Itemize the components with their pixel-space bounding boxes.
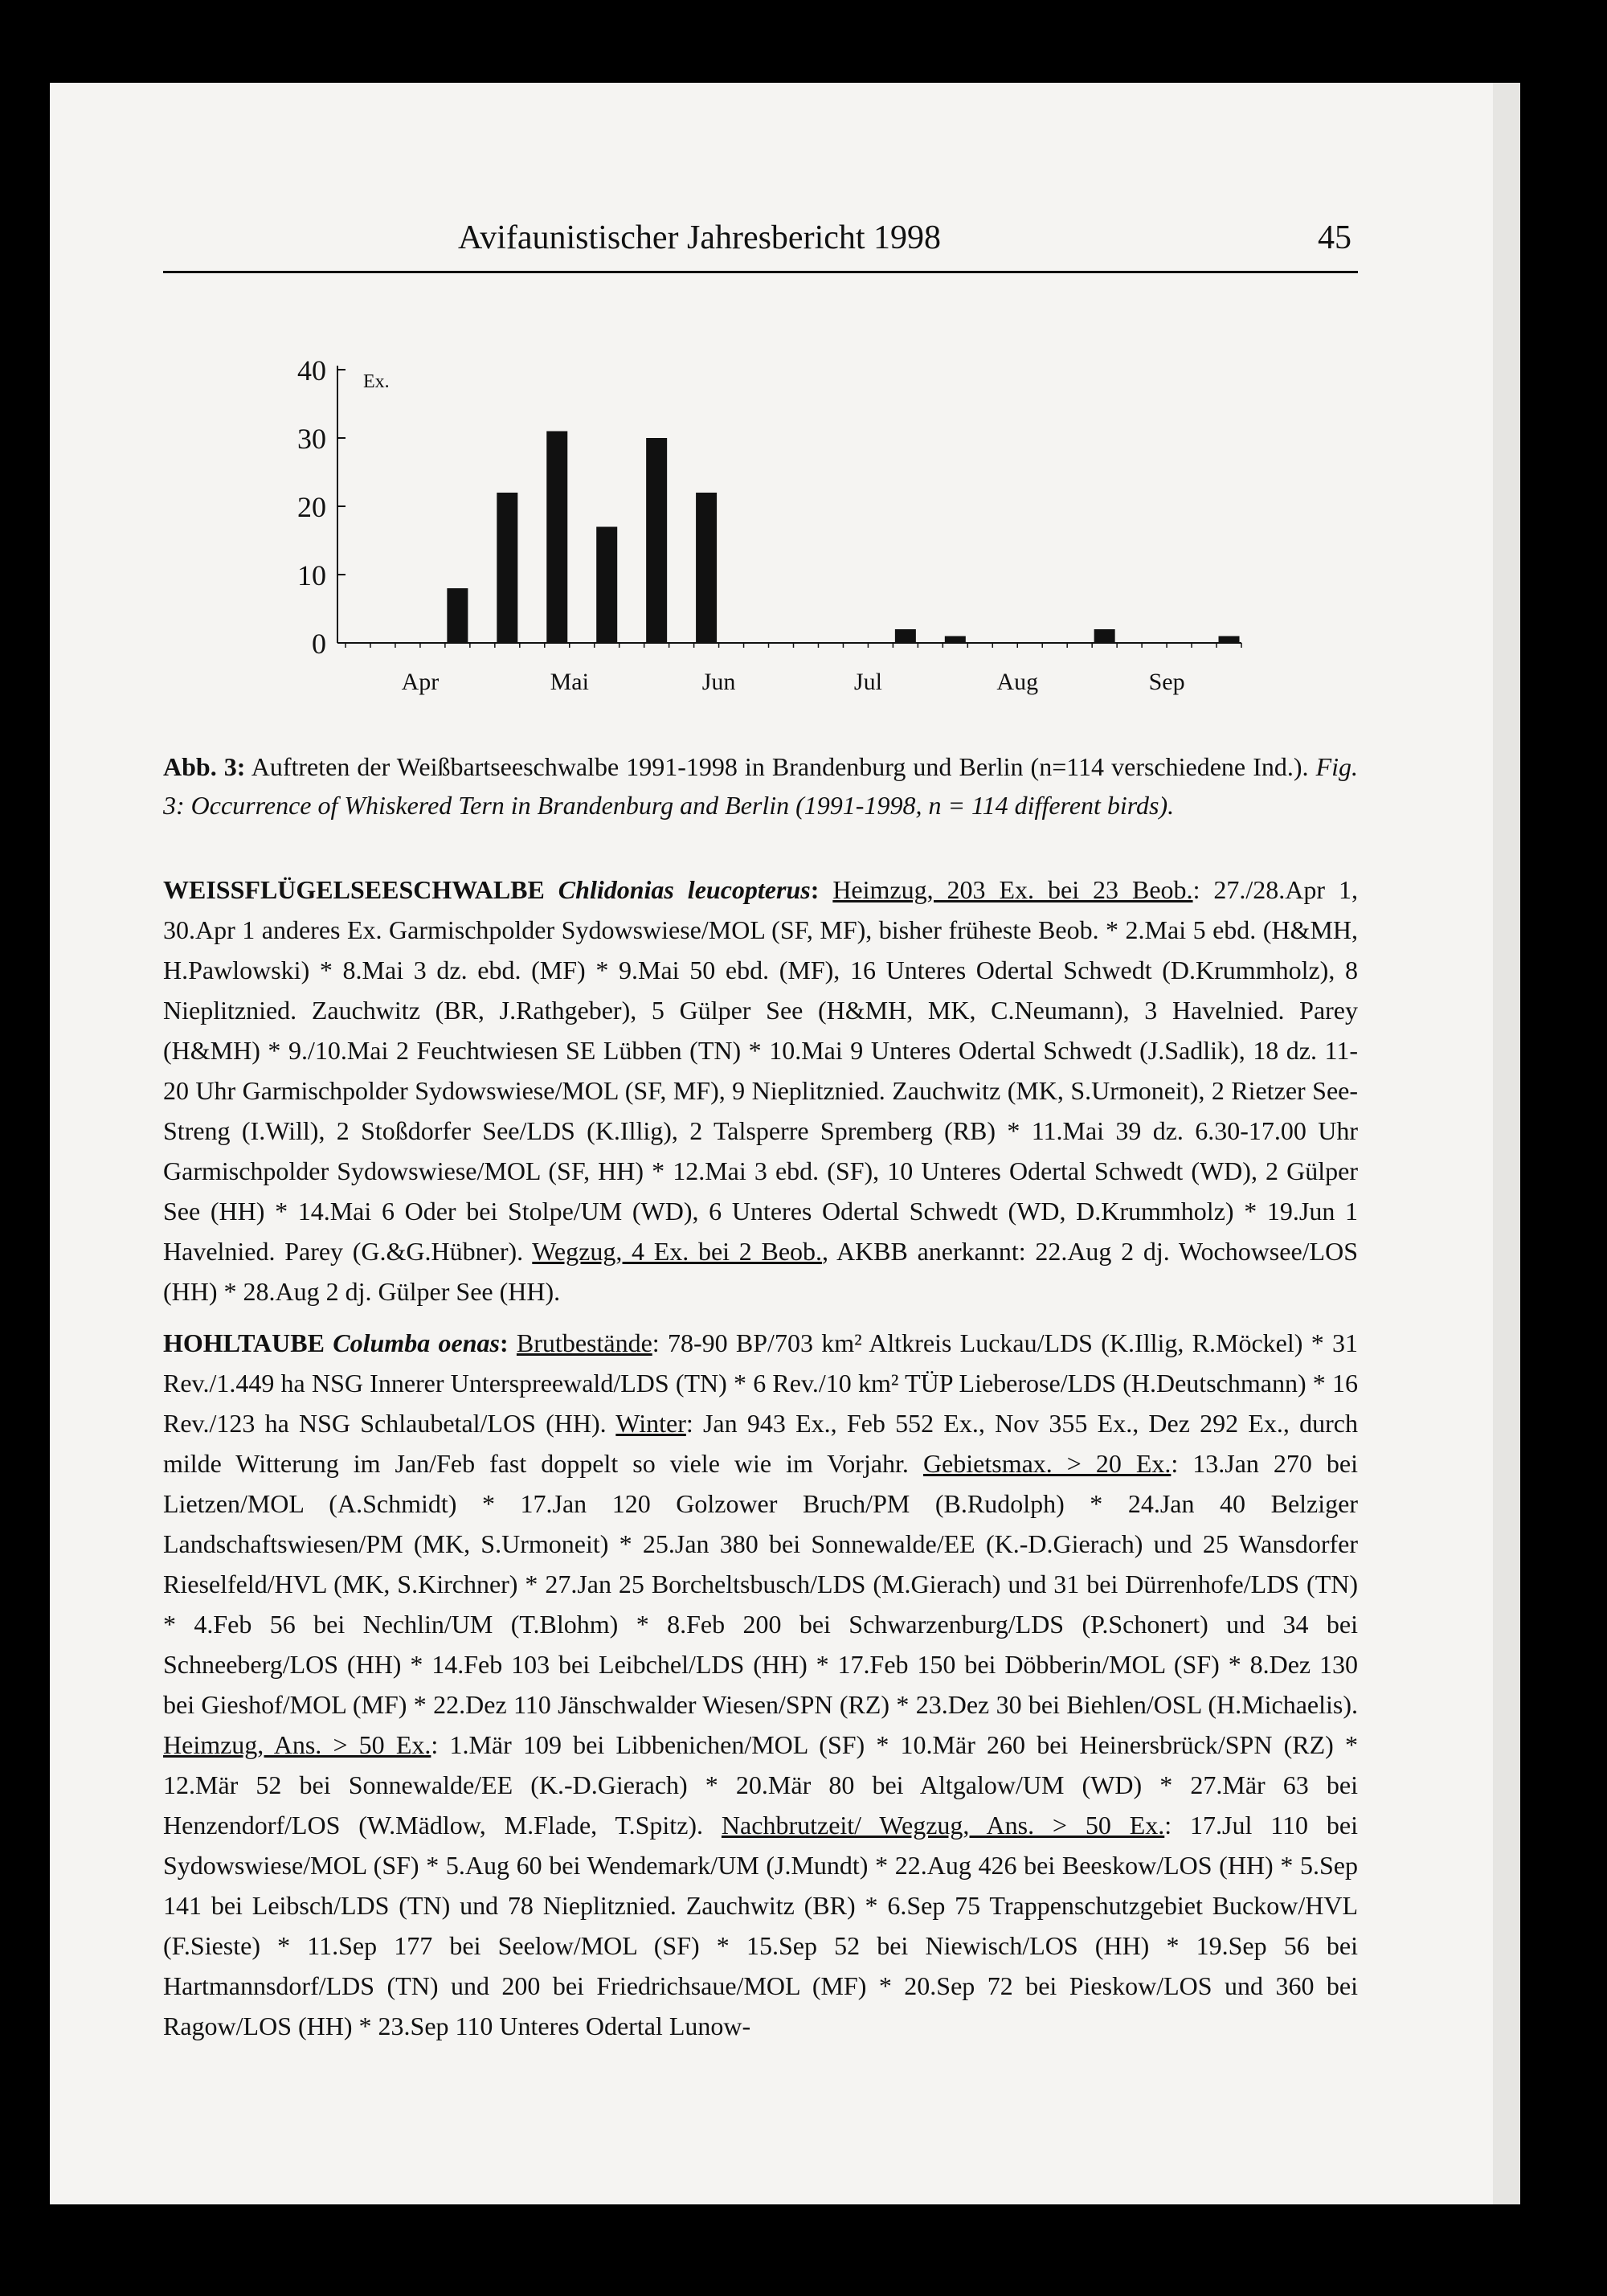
caption-english: Fig. 3: Occurrence of Whiskered Tern in Brandenburg and Berlin (1991-1998, n = 114 different birds). (163, 752, 1358, 820)
scientific-name: Chlidonias leucopterus (558, 875, 811, 904)
section-wegzug: Wegzug, 4 Ex. bei 2 Beob. (532, 1237, 823, 1266)
bar-mai-5 (596, 527, 617, 644)
bar-mai-1 (497, 493, 517, 643)
species-entry-white-winged-tern: WEISSFLÜGELSEESCHWALBE Chlidonias leucopterus: Heimzug, 203 Ex. bei 23 Beob.: 27./28.Apr 1, 30.Apr 1 anderes Ex. Garmischpolder Sydowswiese/MOL (SF, MF), bisher früheste Beob. * 2.Mai 5 ebd. (H&MH, H.Pawlowski) * 8.Mai 3 dz. ebd. (MF) * 9.Mai 50 ebd. (MF), 16 Unteres Odertal Schwedt (D.Krummholz), 8 Nieplitznied. Zauchwitz (BR, J.Rathgeber), 5 Gülper See (H&MH, MK, C.Neumann), 3 Havelnied. Parey (H&MH) * 9./10.Mai 2 Feuchtwiesen SE Lübben (TN) * 10.Mai 9 Unteres Odertal Schwedt (J.Sadlik), 18 dz. 11-20 Uhr Garmischpolder Sydowswiese/MOL (SF, MF), 9 Nieplitznied. Zauchwitz (MK, S.Urmoneit), 2 Rietzer See-Streng (I.Will), 2 Stoßdorfer See/LDS (K.Illig), 2 Talsperre Spremberg (RB) * 11.Mai 39 dz. 6.30-17.00 Uhr Garmischpolder Sydowswiese/MOL (SF, HH) * 12.Mai 3 ebd. (SF), 10 Unteres Odertal Schwedt (WD), 2 Gülper See (HH) * 14.Mai 6 Oder bei Stolpe/UM (WD), 6 Unteres Odertal Schwedt (WD, D.Krummholz) * 19.Jun 1 Havelnied. Parey (G.&G.Hübner). Wegzug, 4 Ex. bei 2 Beob., AKBB anerkannt: 22.Aug 2 dj. Wochowsee/LOS (HH) * 28.Aug 2 dj. Gülper See (HH). (163, 875, 1359, 1306)
section-heimzug: Heimzug, Ans. > 50 Ex. (163, 1730, 431, 1759)
entry-text: , AKBB anerkannt: 22.Aug 2 dj. Wochowsee/LOS (HH) * 28.Aug 2 dj. Gülper See (HH). (163, 1237, 1359, 1306)
x-month-label: Jul (853, 669, 882, 695)
species-name: HOHLTAUBE (163, 1328, 325, 1357)
species-entry-stock-dove: HOHLTAUBE Columba oenas: Brutbestände: 78-90 BP/703 km² Altkreis Luckau/LDS (K.Illig, R.Möckel) * 31 Rev./1.449 ha NSG Innerer Unterspreewald/LDS (TN) * 6 Rev./10 km² TÜP Lieberose/LDS (H.Deutschmann) * 16 Rev./123 ha NSG Schlaubetal/LOS (HH). Winter: Jan 943 Ex., Feb 552 Ex., Nov 355 Ex., Dez 292 Ex., durch milde Witterung im Jan/Feb fast doppelt so viele wie im Vorjahr. Gebietsmax. > 20 Ex.: 13.Jan 270 bei Lietzen/MOL (A.Schmidt) * 17.Jan 120 Golzower Bruch/PM (B.Rudolph) * 24.Jan 40 Belziger Landschaftswiesen/PM (MK, S.Urmoneit) * 25.Jan 380 bei Sonnewalde/EE (K.-D.Gierach) und 25 Wansdorfer Rieselfeld/HVL (MK, S.Kirchner) * 27.Jan 25 Borcheltsbusch/LDS (M.Gierach) und 31 bei Dürrenhofe/LDS (TN) * 4.Feb 56 bei Nechlin/UM (T.Blohm) * 8.Feb 200 bei Schwarzenburg/LDS (P.Schonert) und 34 bei Schneeberg/LOS (HH) * 14.Feb 103 bei Leibchel/LDS (HH) * 17.Feb 150 bei Döbberin/MOL (SF) * 8.Dez 130 bei Gieshof/MOL (MF) * 22.Dez 110 Jänschwalder Wiesen/SPN (RZ) * 23.Dez 30 bei Biehlen/OSL (H.Michaelis). Heimzug, Ans. > 50 Ex.: 1.Mär 109 bei Libbenichen/MOL (SF) * 10.Mär 260 bei Heinersbrück/SPN (RZ) * 12.Mär 52 bei Sonnewalde/EE (K.-D.Gierach) * 20.Mär 80 bei Altgalow/UM (WD) * 27.Mär 63 bei Henzendorf/LOS (W.Mädlow, M.Flade, T.Spitz). Nachbrutzeit/ Wegzug, Ans. > 50 Ex.: 17.Jul 110 bei Sydowswiese/MOL (SF) * 5.Aug 60 bei Wendemark/UM (J.Mundt) * 22.Aug 426 bei Beeskow/LOS (HH) * 5.Sep 141 bei Leibsch/LDS (TN) und 78 Nieplitznied. Zauchwitz (BR) * 6.Sep 75 Trappenschutzgebiet Buckow/HVL (F.Sieste) * 11.Sep 177 bei Seelow/MOL (SF) * 15.Sep 52 bei Niewisch/LOS (HH) * 19.Sep 56 bei Hartmannsdorf/LDS (TN) und 200 bei Friedrichsaue/MOL (MF) * 20.Sep 72 bei Pieskow/LOS und 360 bei Ragow/LOS (HH) * 23.Sep 110 Unteres Odertal Lunow- (163, 1328, 1359, 2040)
caption-label: Abb. 3: (163, 752, 246, 781)
x-month-label: Sep (1148, 669, 1185, 695)
entry-text: : 13.Jan 270 bei Lietzen/MOL (A.Schmidt) * 17.Jan 120 Golzower Bruch/PM (B.Rudolph) * 24.Jan 40 Belziger Landschaftswiesen/PM (MK, S.Urmoneit) * 25.Jan 380 bei Sonnewalde/EE (K.-D.Gierach) und 25 Wansdorfer Rieselfeld/HVL (MK, S.Kirchner) * 27.Jan 25 Borcheltsbusch/LDS (M.Gierach) und 31 bei Dürrenhofe/LDS (TN) * 4.Feb 56 bei Nechlin/UM (T.Blohm) * 8.Feb 200 bei Schwarzenburg/LDS (P.Schonert) und 34 bei Schneeberg/LOS (HH) * 14.Feb 103 bei Leibchel/LDS (HH) * 17.Feb 150 bei Döbberin/MOL (SF) * 8.Dez 130 bei Gieshof/MOL (MF) * 22.Dez 110 Jänschwalder Wiesen/SPN (RZ) * 23.Dez 30 bei Biehlen/OSL (H.Michaelis). (163, 1449, 1359, 1719)
bar-apr-5 (447, 588, 468, 643)
bar-jun-3 (696, 493, 717, 643)
running-header-title: Avifaunistischer Jahresbericht 1998 (458, 219, 942, 256)
y-axis-unit-label: Ex. (363, 371, 390, 392)
section-heimzug: Heimzug, 203 Ex. bei 23 Beob. (832, 875, 1193, 904)
x-month-label: Mai (550, 669, 589, 695)
entry-text: : 78-90 BP/703 km² Altkreis Luckau/LDS (K.Illig, R.Möckel) * 31 Rev./1.449 ha NSG Innerer Unterspreewald/LDS (TN) * 6 Rev./10 km² TÜP Lieberose/LDS (H.Deutschmann) * 16 Rev./123 ha NSG Schlaubetal/LOS (HH). (163, 1328, 1359, 1438)
section-nachbrutzeit: Nachbrutzeit/ Wegzug, Ans. > 50 Ex. (721, 1811, 1165, 1840)
bar-jul-5 (895, 629, 916, 643)
x-month-label: Jun (701, 669, 736, 695)
bar-chart (265, 338, 1278, 707)
bar-sep-1 (1094, 629, 1115, 643)
entry-text: : 17.Jul 110 bei Sydowswiese/MOL (SF) * 5.Aug 60 bei Wendemark/UM (J.Mundt) * 22.Aug 426 bei Beeskow/LOS (HH) * 5.Sep 141 bei Leibsch/LDS (TN) und 78 Nieplitznied. Zauchwitz (BR) * 6.Sep 75 Trappenschutzgebiet Buckow/HVL (F.Sieste) * 11.Sep 177 bei Seelow/MOL (SF) * 15.Sep 52 bei Niewisch/LOS (HH) * 19.Sep 56 bei Hartmannsdorf/LDS (TN) und 200 bei Friedrichsaue/MOL (MF) * 20.Sep 72 bei Pieskow/LOS und 360 bei Ragow/LOS (HH) * 23.Sep 110 Unteres Odertal Lunow- (163, 1811, 1359, 2040)
section-winter: Winter (615, 1409, 686, 1438)
entry-text: : 27./28.Apr 1, 30.Apr 1 anderes Ex. Garmischpolder Sydowswiese/MOL (SF, MF), bisher früheste Beob. * 2.Mai 5 ebd. (H&MH, H.Pawlowski) * 8.Mai 3 dz. ebd. (MF) * 9.Mai 50 ebd. (MF), 16 Unteres Odertal Schwedt (D.Krummholz), 8 Nieplitznied. Zauchwitz (BR, J.Rathgeber), 5 Gülper See (H&MH, MK, C.Neumann), 3 Havelnied. Parey (H&MH) * 9./10.Mai 2 Feuchtwiesen SE Lübben (TN) * 10.Mai 9 Unteres Odertal Schwedt (J.Sadlik), 18 dz. 11-20 Uhr Garmischpolder Sydowswiese/MOL (SF, MF), 9 Nieplitznied. Zauchwitz (MK, S.Urmoneit), 2 Rietzer See-Streng (I.Will), 2 Stoßdorfer See/LDS (K.Illig), 2 Talsperre Spremberg (RB) * 11.Mai 39 dz. 6.30-17.00 Uhr Garmischpolder Sydowswiese/MOL (SF, HH) * 12.Mai 3 ebd. (SF), 10 Unteres Odertal Schwedt (WD), 2 Gülper See (HH) * 14.Mai 6 Oder bei Stolpe/UM (WD), 6 Unteres Odertal Schwedt (WD, D.Krummholz) * 19.Jun 1 Havelnied. Parey (G.&G.Hübner). (163, 875, 1359, 1266)
header-rule (163, 271, 1358, 273)
bar-jun-1 (646, 438, 667, 643)
bar-aug-1 (945, 636, 966, 644)
y-tick-label: 10 (297, 559, 326, 591)
page-edge-shadow (1493, 83, 1520, 2204)
scientific-name: Columba oenas (333, 1328, 500, 1357)
section-gebietsmax: Gebietsmax. > 20 Ex. (922, 1449, 1172, 1478)
caption-german: Auftreten der Weißbartseeschwalbe 1991-1998 in Brandenburg und Berlin (n=114 verschiedene Ind.). (245, 752, 1316, 781)
entry-text: : Jan 943 Ex., Feb 552 Ex., Nov 355 Ex., Dez 292 Ex., durch milde Witterung im Jan/Feb fast doppelt so viele wie im Vorjahr. (163, 1409, 1359, 1478)
bar-mai-3 (546, 432, 567, 644)
figure-caption (163, 747, 1358, 825)
y-tick-label: 30 (297, 423, 326, 455)
species-name: WEISSFLÜGELSEESCHWALBE (163, 875, 545, 904)
section-brutbestaende: Brutbestände (516, 1328, 652, 1357)
y-tick-label: 40 (297, 354, 326, 387)
y-tick-label: 0 (312, 628, 326, 660)
x-month-label: Apr (401, 669, 440, 695)
y-tick-label: 20 (297, 491, 326, 523)
bar-sep-6 (1219, 636, 1240, 644)
page-number: 45 (1318, 219, 1351, 256)
x-month-label: Aug (996, 669, 1039, 695)
entry-text: : 1.Mär 109 bei Libbenichen/MOL (SF) * 10.Mär 260 bei Heinersbrück/SPN (RZ) * 12.Mär 52 bei Sonnewalde/EE (K.-D.Gierach) * 20.Mär 80 bei Altgalow/UM (WD) * 27.Mär 63 bei Henzendorf/LOS (W.Mädlow, M.Flade, T.Spitz). (163, 1730, 1359, 1840)
